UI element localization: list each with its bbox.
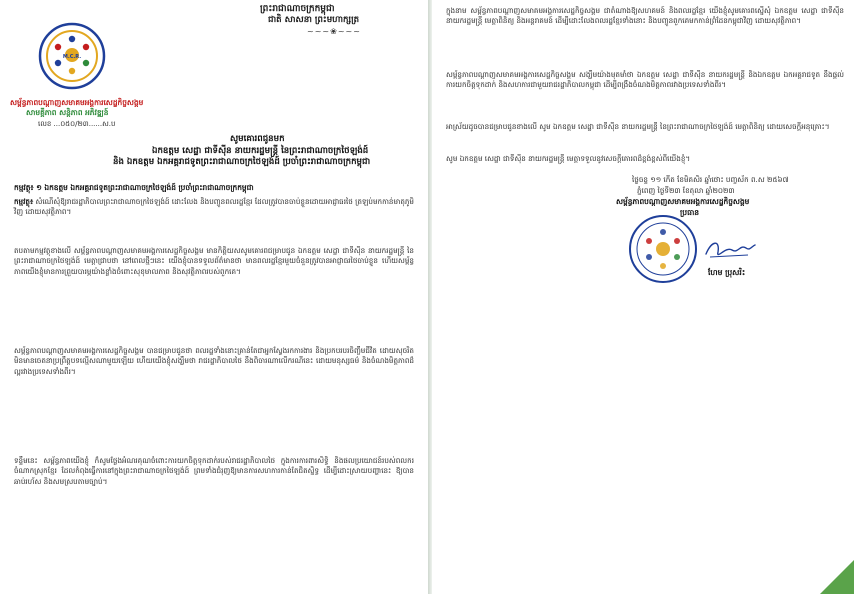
body-paragraph-3: ទន្ទឹមនេះ សម្ព័ន្ធភាពយើងខ្ញុំ ក៏សូមថ្លែងអំណរគុណចំពោះការយកចិត្តទុកដាក់របស់រាជរដ្ឋាភិបាលថៃ ក្នុងការការពារសិទ្ធិ និងផលប្រយោជន៍របស់ពលករចំណាកស្រុកខ្មែរ ដែលកំពុងធ្វើការនៅក្នុងព្រះរាជាណាចក្រថៃឡង់ដ៍ ព្រមទាំងជំរុញឱ្យមានការសហការកាន់តែជិតស្និទ្ធ ដើម្បីដោះស្រាយបញ្ហានេះ ឱ្យបានឆាប់រហ័ស និងសមស្របតាមច្បាប់។ — [14, 456, 414, 486]
body-paragraph-2: សម្ព័ន្ធភាពបណ្ដាញសមាគមអង្គការសេដ្ឋកិច្ចសង្គម បានជម្រាបជូនថា ពលរដ្ឋទាំងនោះគ្រាន់តែជាអ្នកស្វែងរកការងារ និងប្រកបរបរចិញ្ចឹមជីវិត ដោយសុចរិត មិនមានចេតនាប្រព្រឹត្តបទល្មើសណាមួយឡើយ ហើយយើងខ្ញុំសង្ឃឹមថា រាជរដ្ឋាភិបាលថៃ នឹងពិចារណាលើករណីនេះ ដោយមនុស្សធម៌ និងចំណងមិត្តភាពដ៏ល្អរវាងប្រទេសទាំងពីរ។ — [14, 346, 414, 376]
solar-date: ភ្នំពេញ ថ្ងៃទី២៣ ខែតុលា ឆ្នាំ២០២៣ — [637, 186, 735, 195]
corner-decoration — [820, 560, 854, 594]
right-paragraph-2: សម្ព័ន្ធភាពបណ្ដាញសមាគមអង្គការសេដ្ឋកិច្ចសង្គម សង្ឃឹមយ៉ាងមុតមាំថា ឯកឧត្ដម សេដ្ឋា ជាទីស៊ីន នាយករដ្ឋមន្ត្រី និងឯកឧត្ដម ឯកអគ្គរាជទូត នឹងផ្ដល់ការយកចិត្តទុកដាក់ និងសហការជាមួយរាជរដ្ឋាភិបាលកម្ពុជា ដើម្បីពង្រឹងចំណងមិត្តភាពរវាងប្រទេសទាំងពីរ។ — [446, 70, 844, 90]
recipient-line-1: ឯកឧត្ដម សេដ្ឋា ជាទីស៊ីន នាយករដ្ឋមន្ត្រី នៃព្រះរាជាណាចក្រថៃឡង់ដ៍ — [152, 146, 369, 156]
recipient-line-2: និង ឯកឧត្ដម ឯកអគ្គរាជទូតព្រះរាជាណាចក្រថៃឡង់ដ៍ ប្រចាំព្រះរាជាណាចក្រកម្ពុជា — [113, 157, 371, 167]
organization-name: សម្ព័ន្ធភាពបណ្ដាញសមាគមអង្គការសេដ្ឋកិច្ចសង្គម — [10, 98, 144, 107]
organization-slogan: សាមគ្គីភាព សន្តិភាព អភិវឌ្ឍន៍ — [26, 108, 109, 117]
kingdom-heading: ព្រះរាជាណាចក្រកម្ពុជា — [260, 4, 335, 14]
signatory-organization: សម្ព័ន្ធភាពបណ្ដាញសមាគមអង្គការសេដ្ឋកិច្ចសង្គម — [616, 197, 750, 206]
reference-number: លេខ ...០៥០/២៣......ស.ប — [38, 120, 116, 128]
right-paragraph-4: សូម ឯកឧត្ដម សេដ្ឋា ជាទីស៊ីន នាយករដ្ឋមន្ត្រី មេត្តាទទួលនូវសេចក្ដីគោរពដ៏ខ្ពង់ខ្ពស់ពីយើងខ្ញុំ។ — [446, 154, 691, 163]
topic-text: សំណើសុំឱ្យរាជរដ្ឋាភិបាលព្រះរាជាណាចក្រថៃឡង់ដ៍ ដោះលែង និងបញ្ជូនពលរដ្ឋខ្មែរ ដែលត្រូវបានចាប់ខ្លួនដោយអាជ្ញាធរថៃ ត្រឡប់មកកាន់មាតុភូមិវិញ ដោយសុវត្ថិភាព។ — [14, 197, 414, 217]
lunar-date: ថ្ងៃចន្ទ ១១ កើត ខែមិគសិរ ឆ្នាំថោះ បញ្ចស័ក ព.ស ២៥៦៧ — [632, 175, 789, 184]
salutation-heading: សូមគោរពជូនមក — [230, 134, 285, 144]
subject-line: កម្មវត្ថុ៖ ១ ឯកឧត្ដម ឯកអគ្គរាជទូតព្រះរាជាណាចក្រថៃឡង់ដ៍ ប្រចាំព្រះរាជាណាចក្រកម្ពុជា — [14, 183, 254, 192]
right-paragraph-1: ក្នុងនាម សម្ព័ន្ធភាពបណ្ដាញសមាគមអង្គការសេដ្ឋកិច្ចសង្គម ជាតំណាងឱ្យសហគមន៍ និងពលរដ្ឋខ្មែរ យើងខ្ញុំសូមគោរពស្នើសុំ ឯកឧត្ដម សេដ្ឋា ជាទីស៊ីន នាយករដ្ឋមន្ត្រី មេត្តាពិនិត្យ និងអន្តរាគមន៍ ដើម្បីដោះលែងពលរដ្ឋខ្មែរទាំងនោះ និងបញ្ជូនពួកគេមកកាន់ព្រំដែនកម្ពុជាវិញ ដោយសុវត្ថិភាព។ — [446, 6, 844, 26]
organization-logo — [38, 22, 106, 90]
topic-label: កម្មវត្ថុ៖ — [14, 197, 34, 206]
national-motto: ជាតិ សាសនា ព្រះមហាក្សត្រ — [268, 15, 360, 25]
handwritten-signature — [702, 236, 758, 262]
right-paragraph-3: អាស្រ័យដូចបានជម្រាបជូនខាងលើ សូម ឯកឧត្ដម សេដ្ឋា ជាទីស៊ីន នាយករដ្ឋមន្ត្រី នៃព្រះរាជាណាចក្រថៃឡង់ដ៍ មេត្តាពិនិត្យ ដោយសេចក្ដីអនុគ្រោះ។ — [446, 122, 830, 131]
official-seal — [628, 214, 698, 284]
logo-initials: M.C.R. — [62, 54, 82, 60]
body-paragraph-1: តបតាមកម្មវត្ថុខាងលើ សម្ព័ន្ធភាពបណ្ដាញសមាគមអង្គការសេដ្ឋកិច្ចសង្គម មានកិត្តិយសសូមគោរពជម្រាបជូន ឯកឧត្ដម សេដ្ឋា ជាទីស៊ីន នាយករដ្ឋមន្ត្រី នៃព្រះរាជាណាចក្រថៃឡង់ដ៍ មេត្តាជ្រាបថា នៅពេលថ្មីៗនេះ យើងខ្ញុំបានទទួលព័ត៌មានថា មានពលរដ្ឋខ្មែរមួយចំនួនត្រូវបានអាជ្ញាធរថៃចាប់ខ្លួន ហើយសម្ព័ន្ធភាពយើងខ្ញុំមានការព្រួយបារម្ភយ៉ាងខ្លាំងចំពោះសុខុមាលភាព និងសុវត្ថិភាពរបស់ពួកគេ។ — [14, 246, 414, 276]
signatory-role: ប្រធាន — [680, 208, 700, 217]
ornament-divider: ~~~❀~~~ — [307, 27, 361, 36]
topic-paragraph — [14, 197, 414, 218]
letter-page-right — [432, 0, 854, 594]
signatory-name: ហែម ប្រុសរិះ — [708, 268, 746, 277]
